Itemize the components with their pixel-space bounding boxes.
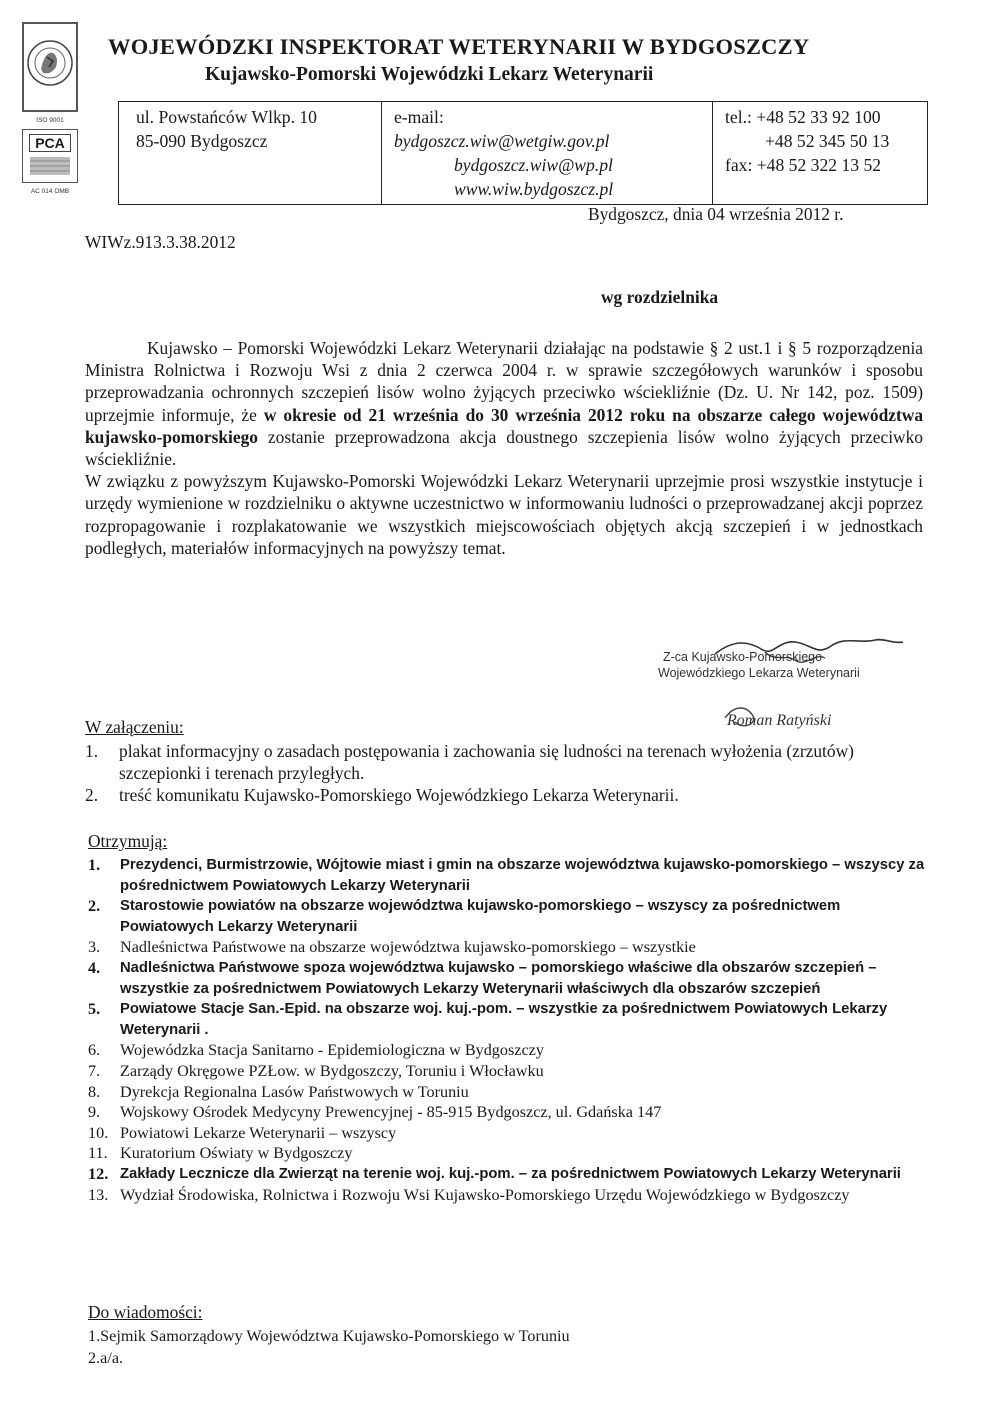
paragraph-1-start: Kujawsko – Pomorski Wojewódzki Lekarz Weterynarii działając na podstawie § 2 ust.1 i § 5 rozporządzenia Ministra Rolnictwa i Rozwoju Wsi z dnia 2 czerwca 2004 r. w sprawie szczegółowych warunków i sposobu przeprowadzania ochronnych szczepień lisów wolno żyjących przeciwko wściekliźnie (Dz. U. Nr 142, poz. 1509) uprzejmie informuje, że <box>85 338 923 425</box>
list-item <box>88 958 928 999</box>
iso-caption: ISO 9001 <box>36 117 64 124</box>
list-item-number: 6. <box>88 1041 101 1060</box>
list-item-number: 8. <box>88 1082 101 1101</box>
recipients-heading: Otrzymują: <box>88 831 168 851</box>
list-item <box>88 999 928 1040</box>
paragraph-1 <box>85 337 923 470</box>
list-item-number: 1. <box>88 856 101 874</box>
pca-label: PCA <box>29 134 71 152</box>
list-item-text: Nadleśnictwa Państwowe spoza województwa kujawsko – pomorskiego właściwe dla obszarów szczepień – wszystkie za pośrednictwem Powiatowych Lekarzy Weterynarii właściwych dla obszarów szczepień <box>120 959 877 997</box>
list-item-text: Wojskowy Ośrodek Medycyny Prewencyjnej - 85-915 Bydgoszcz, ul. Gdańska 147 <box>120 1103 662 1122</box>
list-item-text: Starostowie powiatów na obszarze województwa kujawsko-pomorskiego – wszyscy za pośrednictwem Powiatowych Lekarzy Weterynarii <box>120 898 841 935</box>
list-item-number: 2. <box>88 897 101 916</box>
list-item <box>88 896 928 937</box>
list-item-text: Dyrekcja Regionalna Lasów Państwowych w Toruniu <box>120 1082 469 1101</box>
paragraph-1-emphasis: w okresie od 21 września do 30 września 2012 roku na obszarze całego województwa kujawsko-pomorskiego <box>85 404 924 447</box>
list-item <box>85 784 930 806</box>
address-street: ul. Powstańców Wlkp. 10 <box>136 107 317 127</box>
paragraph-2: W związku z powyższym Kujawsko-Pomorski Wojewódzki Lekarz Weterynarii uprzejmie prosi wszystkie instytucje i urzędy wymienione w rozdzielniku o aktywne uczestnictwo w informowaniu ludności o przeprowadzanej akcji poprzez rozpropagowanie i rozplakatowanie we wszystkich miejscowościach objętych akcją szczepień i w jednostkach podległych, materiałów informacyjnych na powyższy temat. <box>85 471 923 558</box>
phone-secondary: +48 52 345 50 13 <box>765 131 890 151</box>
pca-caption: AC 014 OMB <box>30 188 70 195</box>
pca-logo <box>22 129 78 183</box>
list-item-number: 11. <box>88 1144 108 1163</box>
list-item-number: 3. <box>88 938 101 957</box>
phone-cell <box>713 102 927 204</box>
list-item-number: 12. <box>88 1164 109 1183</box>
list-item-text: Prezydenci, Burmistrzowie, Wójtowie miast i gmin na obszarze województwa kujawsko-pomorskiego – wszyscy za pośrednictwem Powiatowych Lekarzy Weterynarii <box>120 857 925 894</box>
website-link[interactable]: www.wiw.bydgoszcz.pl <box>454 179 614 199</box>
cc-list <box>88 1325 570 1369</box>
cc-heading: Do wiadomości: <box>88 1302 203 1322</box>
list-item <box>88 1102 928 1123</box>
stamp-signer-name: Roman Ratyński <box>727 712 832 729</box>
email-primary[interactable]: bydgoszcz.wiw@wetgiw.gov.pl <box>394 131 610 151</box>
document-date: Bydgoszcz, dnia 04 września 2012 r. <box>588 204 844 224</box>
list-item <box>88 1082 928 1103</box>
list-item-number: 13. <box>88 1185 109 1204</box>
list-item <box>88 1143 928 1164</box>
fax-number: fax: +48 52 322 13 52 <box>725 155 882 175</box>
list-item-text: Powiatowi Lekarze Weterynarii – wszyscy <box>120 1123 397 1142</box>
list-item-number: 5. <box>88 1000 101 1019</box>
list-item-text: Nadleśnictwa Państwowe na obszarze województwa kujawsko-pomorskiego – wszystkie <box>120 938 696 957</box>
certification-logos <box>22 22 78 200</box>
list-item <box>88 1123 928 1144</box>
list-item-text: Zakłady Lecznicze dla Zwierząt na terenie woj. kuj.-pom. – za pośrednictwem Powiatowych Lekarzy Weterynarii <box>120 1165 901 1182</box>
list-item-text: Wydział Środowiska, Rolnictwa i Rozwoju Wsi Kujawsko-Pomorskiego Urzędu Wojewódzkiego w Bydgoszczy <box>120 1185 850 1204</box>
organization-subtitle: Kujawsko-Pomorski Wojewódzki Lekarz Weterynarii <box>205 64 654 85</box>
list-item <box>88 1164 928 1185</box>
stamp-title-line1: Z-ca Kujawsko-Pomorskiego <box>663 650 823 664</box>
organization-name: WOJEWÓDZKI INSPEKTORAT WETERYNARII W BYDGOSZCZY <box>108 34 810 59</box>
list-item-number: 1. <box>85 741 99 761</box>
list-item <box>88 1185 928 1206</box>
list-item-number: 7. <box>88 1061 101 1080</box>
signature-stamp <box>655 632 925 742</box>
addressee: wg rozdzielnika <box>601 287 719 307</box>
list-item-text: Wojewódzka Stacja Sanitarno - Epidemiologiczna w Bydgoszczy <box>120 1041 544 1060</box>
email-label: e-mail: <box>394 107 444 127</box>
list-item-text: Powiatowe Stacje San.-Epid. na obszarze woj. kuj.-pom. – wszystkie za pośrednictwem Powiatowych Lekarzy Weterynarii . <box>120 1001 888 1038</box>
list-item <box>88 1040 928 1061</box>
email-cell <box>382 102 713 204</box>
list-item-text: Kuratorium Oświaty w Bydgoszczy <box>120 1144 353 1163</box>
list-item-number: 2. <box>85 785 99 805</box>
cc-item-2: 2.a/a. <box>88 1349 124 1367</box>
paragraph-1-end: zostanie przeprowadzona akcja doustnego szczepienia lisów wolno żyjących przeciwko wściekliźnie. <box>85 426 923 470</box>
list-item-text: Zarządy Okręgowe PZŁow. w Bydgoszczy, Toruniu i Włocławku <box>120 1061 544 1080</box>
email-secondary[interactable]: bydgoszcz.wiw@wp.pl <box>454 155 613 175</box>
list-item-text: treść komunikatu Kujawsko-Pomorskiego Wojewódzkiego Lekarza Weterynarii. <box>119 785 679 805</box>
attachments-list <box>85 740 930 806</box>
address-cell <box>119 102 382 204</box>
pca-pattern-icon <box>23 155 77 179</box>
list-item <box>85 740 930 784</box>
list-item-number: 4. <box>88 958 101 977</box>
phone-primary: tel.: +48 52 33 92 100 <box>725 107 881 127</box>
contact-table <box>118 101 928 205</box>
list-item-number: 9. <box>88 1103 101 1122</box>
attachments-heading: W załączeniu: <box>85 717 184 737</box>
stamp-title-line2: Wojewódzkiego Lekarza Weterynarii <box>658 666 860 680</box>
cc-item-1: 1.Sejmik Samorządowy Województwa Kujawsko-Pomorskiego w Toruniu <box>88 1327 570 1345</box>
list-item <box>88 1061 928 1082</box>
iso-seal-icon <box>22 22 78 112</box>
recipients-list <box>88 855 928 1205</box>
letter-body <box>85 337 923 559</box>
list-item <box>88 855 928 896</box>
reference-number: WIWz.913.3.38.2012 <box>85 232 236 252</box>
address-city: 85-090 Bydgoszcz <box>136 131 268 151</box>
list-item-text: plakat informacyjny o zasadach postępowania i zachowania się ludności na terenach wyłożenia (zrzutów) szczepionki i terenach przyległych. <box>119 741 854 783</box>
list-item-number: 10. <box>88 1123 109 1142</box>
list-item <box>88 937 928 958</box>
